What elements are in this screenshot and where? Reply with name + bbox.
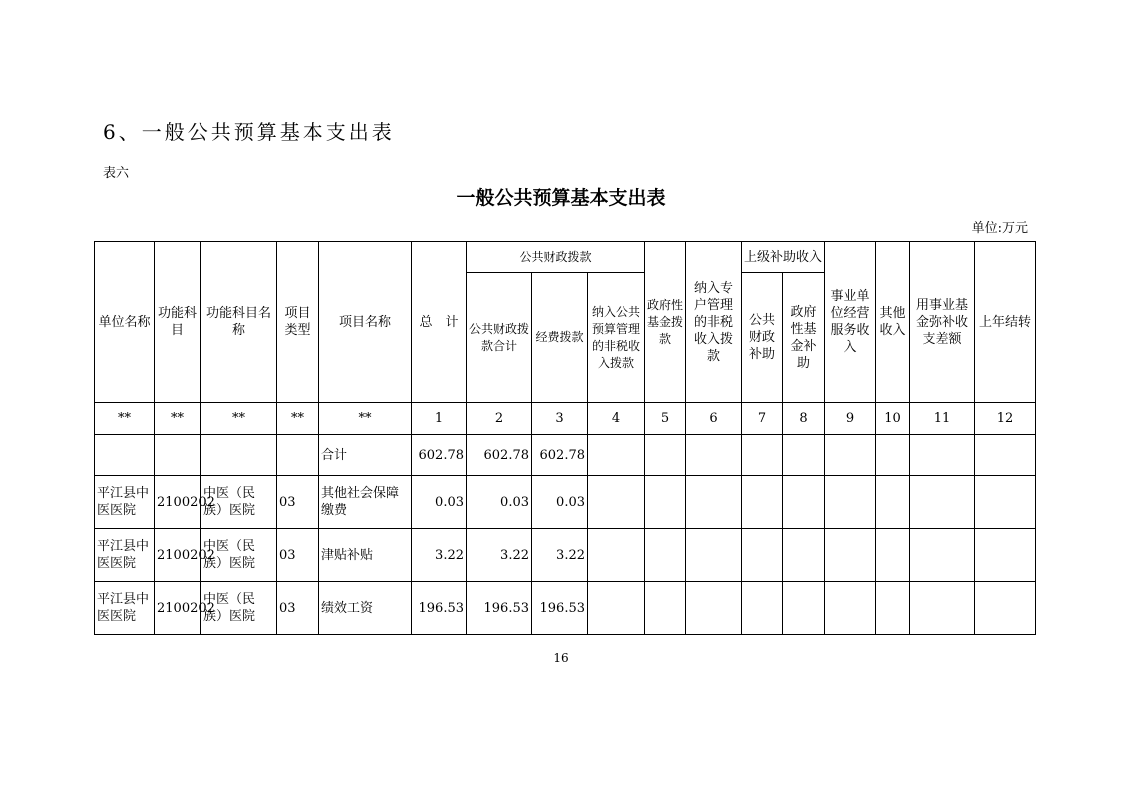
total-public-finance: 602.78 xyxy=(467,435,532,476)
header-business-income: 事业单位经营服务收入 xyxy=(825,242,876,403)
project-name-cell: 绩效工资 xyxy=(319,582,412,635)
column-code-row xyxy=(95,403,1036,435)
header-total: 总 计 xyxy=(412,242,467,403)
func-code-cell: 2100202 xyxy=(155,582,201,635)
func-name-cell: 中医（民族）医院 xyxy=(201,476,277,529)
code-cell: 3 xyxy=(532,403,588,435)
header-funding-allocation: 经费拨款 xyxy=(532,273,588,403)
header-public-finance-group: 公共财政拨款 xyxy=(467,242,645,273)
header-carryover: 上年结转 xyxy=(975,242,1036,403)
unit-cell: 平江县中医医院 xyxy=(95,476,155,529)
header-public-finance-subsidy: 公共财政补助 xyxy=(742,273,783,403)
header-func-code: 功能科目 xyxy=(155,242,201,403)
header-gov-fund: 政府性基金拨款 xyxy=(645,242,686,403)
project-name-cell: 其他社会保障缴费 xyxy=(319,476,412,529)
section-heading: 6、一般公共预算基本支出表 xyxy=(103,120,395,144)
code-cell: ** xyxy=(201,403,277,435)
code-cell: 9 xyxy=(825,403,876,435)
public-finance-cell: 196.53 xyxy=(467,582,532,635)
code-cell: 2 xyxy=(467,403,532,435)
header-func-name: 功能科目名称 xyxy=(201,242,277,403)
header-public-finance-total: 公共财政拨款合计 xyxy=(467,273,532,403)
type-cell: 03 xyxy=(277,582,319,635)
func-code-cell: 2100202 xyxy=(155,476,201,529)
code-cell: 6 xyxy=(686,403,742,435)
func-name-cell: 中医（民族）医院 xyxy=(201,529,277,582)
total-funding-allocation: 602.78 xyxy=(532,435,588,476)
public-finance-cell: 3.22 xyxy=(467,529,532,582)
total-cell: 3.22 xyxy=(412,529,467,582)
total-amount: 602.78 xyxy=(412,435,467,476)
code-cell: 10 xyxy=(876,403,910,435)
table-row xyxy=(95,476,1036,529)
code-cell: 7 xyxy=(742,403,783,435)
code-cell: 4 xyxy=(588,403,645,435)
budget-table xyxy=(94,241,1036,635)
func-name-cell: 中医（民族）医院 xyxy=(201,582,277,635)
project-name-cell: 津贴补贴 xyxy=(319,529,412,582)
header-nontax-allocation: 纳入公共预算管理的非税收入拨款 xyxy=(588,273,645,403)
header-special-nontax: 纳入专户管理的非税收入拨款 xyxy=(686,242,742,403)
code-cell: ** xyxy=(155,403,201,435)
funding-allocation-cell: 196.53 xyxy=(532,582,588,635)
funding-allocation-cell: 0.03 xyxy=(532,476,588,529)
table-label: 表六 xyxy=(103,166,130,181)
code-cell: 5 xyxy=(645,403,686,435)
page-number: 16 xyxy=(553,651,569,665)
funding-allocation-cell: 3.22 xyxy=(532,529,588,582)
code-cell: ** xyxy=(277,403,319,435)
header-project-name: 项目名称 xyxy=(319,242,412,403)
header-other-income: 其他收入 xyxy=(876,242,910,403)
type-cell: 03 xyxy=(277,476,319,529)
header-fund-offset: 用事业基金弥补收支差额 xyxy=(910,242,975,403)
table-row xyxy=(95,582,1036,635)
code-cell: 11 xyxy=(910,403,975,435)
unit-label: 单位:万元 xyxy=(971,221,1028,236)
header-unit-name: 单位名称 xyxy=(95,242,155,403)
code-cell: 12 xyxy=(975,403,1036,435)
unit-cell: 平江县中医医院 xyxy=(95,582,155,635)
type-cell: 03 xyxy=(277,529,319,582)
unit-cell: 平江县中医医院 xyxy=(95,529,155,582)
code-cell: ** xyxy=(319,403,412,435)
header-row-1 xyxy=(95,242,1036,273)
code-cell: 1 xyxy=(412,403,467,435)
code-cell: ** xyxy=(95,403,155,435)
document-title: 一般公共预算基本支出表 xyxy=(456,187,666,209)
total-label: 合计 xyxy=(319,435,412,476)
public-finance-cell: 0.03 xyxy=(467,476,532,529)
total-cell: 196.53 xyxy=(412,582,467,635)
header-gov-fund-subsidy: 政府性基金补助 xyxy=(783,273,825,403)
table-row xyxy=(95,529,1036,582)
total-cell: 0.03 xyxy=(412,476,467,529)
func-code-cell: 2100202 xyxy=(155,529,201,582)
total-row xyxy=(95,435,1036,476)
header-superior-subsidy-group: 上级补助收入 xyxy=(742,242,825,273)
code-cell: 8 xyxy=(783,403,825,435)
header-project-type: 项目类型 xyxy=(277,242,319,403)
